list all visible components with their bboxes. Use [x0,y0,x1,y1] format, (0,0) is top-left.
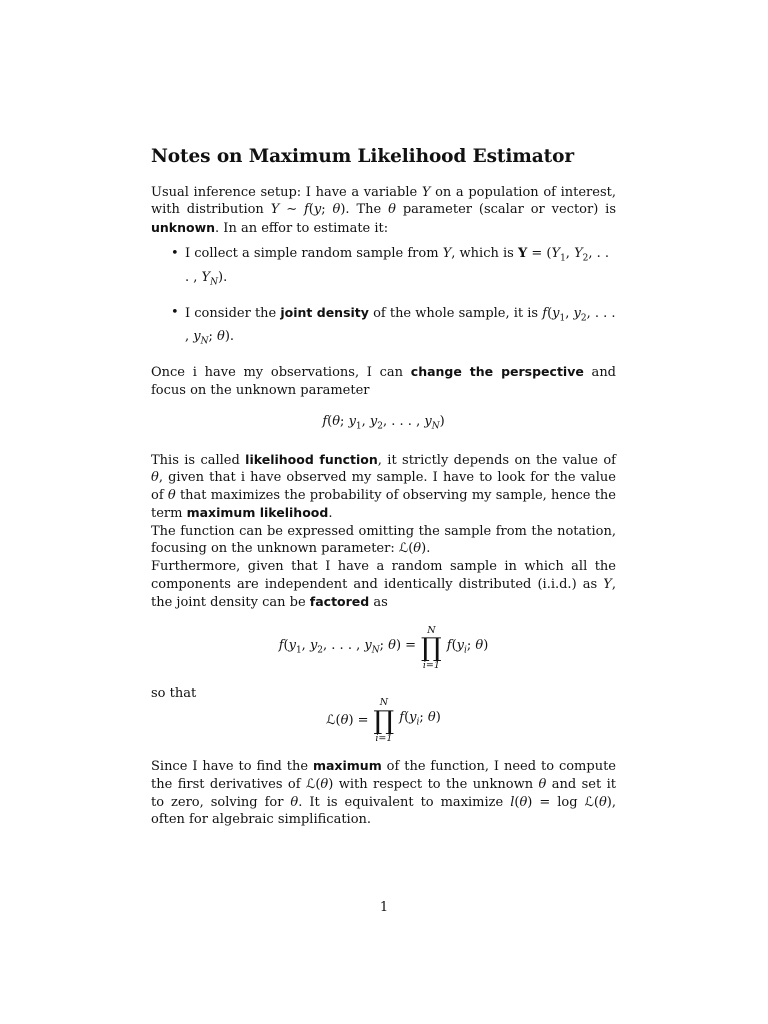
product-operator: N ∏ i=1 [421,624,442,672]
bullet-list [151,245,616,351]
perspective-paragraph: Once i have my observations, I can change the perspective and focus on the unknown parameter [151,364,617,398]
list-item: • I collect a simple random sample from Y, which is $Y = (Y_1$, $Y_2$, . . . , $Y_N$). [185,245,616,291]
list-item: • I consider the joint density of the whole sample, it is $f(y_1$, $y_2$, . . . , $y_N$; θ). [185,304,616,351]
joint-density-equation: $f(y_1$, $y_2$, . . . , $y_N$; θ) = N ∏ i=1 $f(y_i$; θ) [278,624,489,672]
so-that-text: so that [151,685,197,701]
maximum-paragraph: Since I have to find the maximum of the function, I need to compute the first derivatives of ℒ(θ) with respect to the unknown θ and set it to zero, solving for θ. It is equivalent to maximize l(θ) = log ℒ(θ), often for algebraic simplification. [151,758,617,828]
intro-paragraph: Usual inference setup: I have a variable Y on a population of interest, with distribution Y ∼ f(y; θ). The θ parameter (scalar or vector) is unknown. In an effor to estimate it: [151,184,617,236]
likelihood-equation: f(θ; $y_1$, $y_2$, . . . , $y_N$) [322,414,445,432]
notation-paragraph: The function can be expressed omitting the sample from the notation, focusing on the unknown parameter: ℒ(θ). [151,523,616,557]
iid-paragraph: Furthermore, given that I have a random sample in which all the components are independent and identically distributed (i.i.d.) as Y, the joint density can be factored as [151,559,616,611]
likelihood-paragraph: This is called likelihood function, it strictly depends on the value of θ, given that i have observed my sample. I have to look for the value of θ that maximizes the probability of observing my sample, hence the term maximum likelihood. [151,451,616,522]
page-number: 1 [379,900,389,915]
likelihood-product-equation: ℒ(θ) = N ∏ i=1 $f(y_i$; θ) [326,697,441,744]
document-body [151,148,616,829]
document-title: Notes on Maximum Likelihood Estimator [151,146,574,167]
product-operator: N ∏ i=1 [373,697,395,744]
